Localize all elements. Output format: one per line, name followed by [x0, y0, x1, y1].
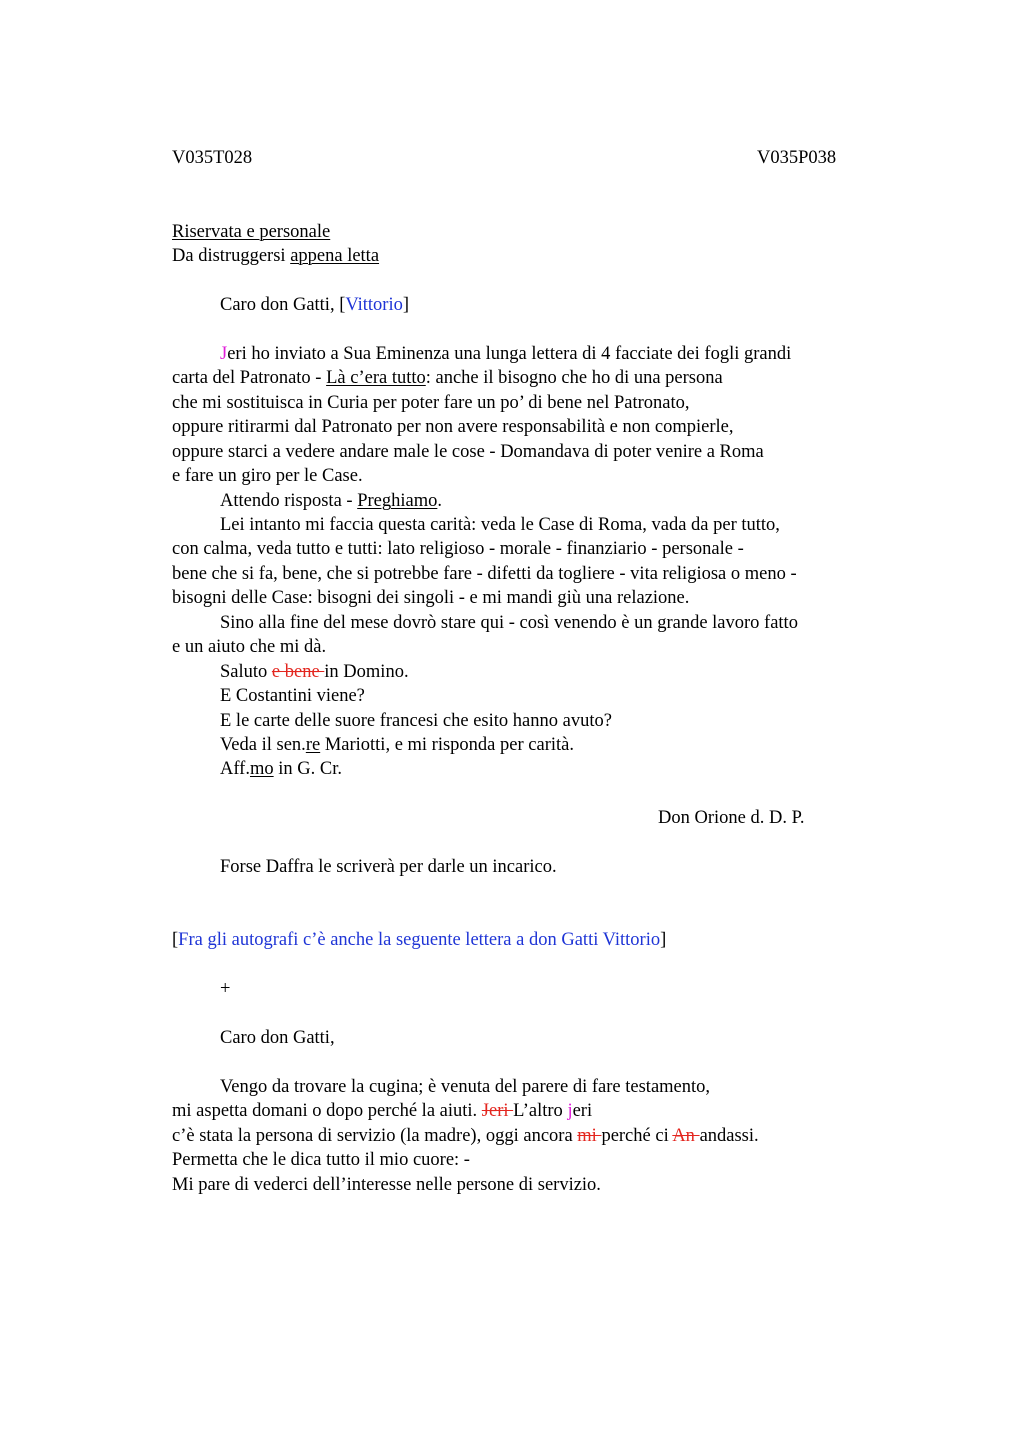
- editorial-text: Fra gli autografi c’è anche la seguente lettera a don Gatti Vittorio: [178, 930, 661, 950]
- line-text: Aff.: [220, 759, 250, 779]
- letter2-line5: Mi pare di vederci dell’interesse nelle persone di servizio.: [172, 1175, 601, 1195]
- struck-text: Jeri: [481, 1101, 514, 1121]
- line-text: .: [437, 491, 442, 511]
- line-text: : anche il bisogno che ho di una persona: [425, 368, 723, 388]
- destroy-note: [172, 245, 379, 267]
- line-text: Attendo risposta -: [220, 491, 358, 511]
- struck-text: mi: [577, 1126, 602, 1146]
- carte-line: E le carte delle suore francesi che esito hanno avuto?: [220, 711, 612, 731]
- letter2-line4: Permetta che le dica tutto il mio cuore: -: [172, 1150, 470, 1170]
- letter1-p1-line6: e fare un giro per le Case.: [172, 466, 363, 486]
- destroy-note-underlined: appena letta: [290, 246, 380, 266]
- struck-text: e bene: [271, 662, 325, 682]
- underlined-abbrev: mo: [249, 759, 274, 779]
- line-text: in G. Cr.: [273, 759, 342, 779]
- line-text: mi aspetta domani o dopo perché la aiuti.: [172, 1101, 482, 1121]
- line-text: Veda il sen.: [220, 735, 306, 755]
- line-text: L’altro: [513, 1101, 568, 1121]
- letter1-p2-line1: Lei intanto mi faccia questa carità: veda le Case di Roma, vada da per tutto,: [220, 515, 780, 535]
- letter1-p1-line1: [220, 343, 791, 365]
- letter2-salutation: Caro don Gatti,: [220, 1028, 335, 1048]
- letter1-p2-line2: con calma, veda tutto e tutti: lato religioso - morale - finanziario - personale -: [172, 539, 744, 559]
- underlined-word: Preghiamo: [357, 491, 438, 511]
- attendo-line: [220, 490, 442, 512]
- letter1-salutation: [220, 294, 409, 316]
- signature: Don Orione d. D. P.: [658, 808, 805, 828]
- struck-text: An: [672, 1126, 700, 1146]
- letter1-p1-line2: [172, 367, 723, 389]
- saluto-line: [220, 661, 409, 683]
- letter1-p2-line4: bisogni delle Case: bisogni dei singoli - e mi mandi giù una relazione.: [172, 588, 690, 608]
- line-text: andassi.: [699, 1126, 759, 1146]
- line-text: eri ho inviato a Sua Eminenza una lunga lettera di 4 facciate dei fogli grandi: [227, 344, 792, 364]
- bracket-close: ]: [660, 930, 667, 950]
- veda-line: [220, 734, 574, 756]
- letter1-p2-line3: bene che si fa, bene, che si potrebbe fare - difetti da togliere - vita religiosa o meno -: [172, 564, 797, 584]
- salutation-name: Vittorio: [345, 295, 403, 315]
- postscript: Forse Daffra le scriverà per darle un incarico.: [220, 857, 557, 877]
- line-text: eri: [572, 1101, 593, 1121]
- closing-line: [220, 758, 342, 780]
- confidential-note: Riservata e personale: [172, 222, 331, 242]
- destroy-note-text: Da distruggersi: [172, 246, 291, 266]
- header-left-code: V035T028: [172, 148, 253, 168]
- line-text: carta del Patronato -: [172, 368, 327, 388]
- letter2-line1: Vengo da trovare la cugina; è venuta del parere di fare testamento,: [220, 1077, 711, 1097]
- letter1-p1-line3: che mi sostituisca in Curia per poter fare un po’ di bene nel Patronato,: [172, 393, 690, 413]
- letter1-p3-line1: Sino alla fine del mese dovrò stare qui - così venendo è un grande lavoro fatto: [220, 613, 798, 633]
- header-right-code: V035P038: [757, 148, 837, 168]
- cross-symbol: +: [220, 979, 231, 999]
- costantini-line: E Costantini viene?: [220, 686, 365, 706]
- letter1-p3-line2: e un aiuto che mi dà.: [172, 637, 327, 657]
- inserted-letter: j: [567, 1101, 573, 1121]
- underlined-abbrev: re: [305, 735, 321, 755]
- letter1-p1-line4: oppure ritirarmi dal Patronato per non avere responsabilità e non compierle,: [172, 417, 734, 437]
- salutation-text: Caro don Gatti, [: [220, 295, 346, 315]
- line-text: in Domino.: [324, 662, 409, 682]
- bracket-open: [: [172, 930, 179, 950]
- letter2-line2: [172, 1100, 592, 1122]
- underlined-phrase: Là c’era tutto: [326, 368, 426, 388]
- letter1-p1-line5: oppure starci a vedere andare male le cose - Domandava di poter venire a Roma: [172, 442, 764, 462]
- line-text: perché ci: [601, 1126, 673, 1146]
- letter2-line3: [172, 1125, 759, 1147]
- line-text: Saluto: [220, 662, 272, 682]
- line-text: c’è stata la persona di servizio (la madre), oggi ancora: [172, 1126, 578, 1146]
- line-text: Mariotti, e mi risponda per carità.: [320, 735, 574, 755]
- first-letter: J: [220, 344, 228, 364]
- salutation-bracket: ]: [402, 295, 410, 315]
- editorial-note: [172, 929, 666, 951]
